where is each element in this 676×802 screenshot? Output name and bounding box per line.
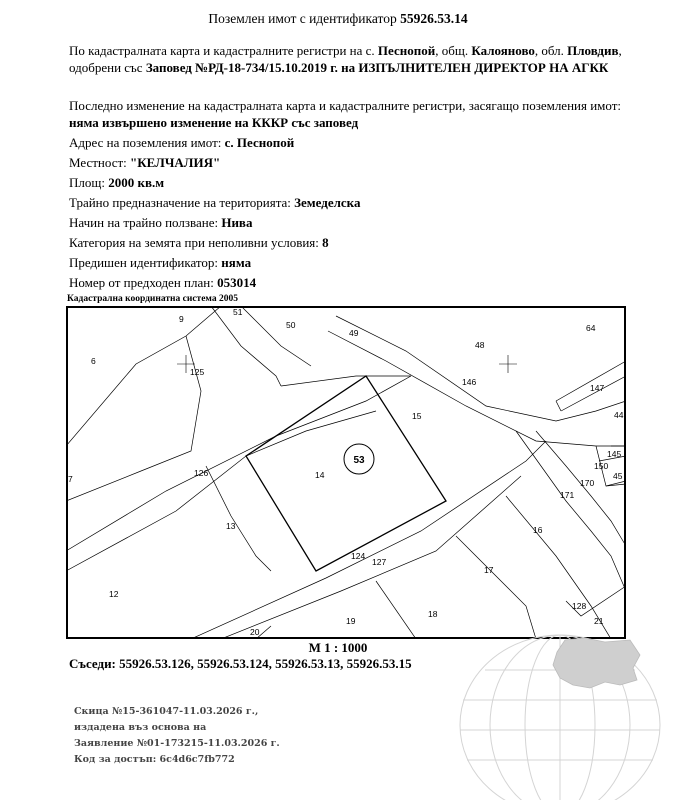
parcel-label-51: 51 bbox=[233, 307, 243, 317]
parcel-label-15: 15 bbox=[412, 411, 422, 421]
parcel-boundaries bbox=[66, 306, 626, 639]
neighbors-row bbox=[69, 656, 412, 672]
usage-row bbox=[69, 214, 252, 231]
locality-label: Местност: bbox=[69, 155, 131, 170]
ref-text-b: , общ. bbox=[435, 43, 472, 58]
parcel-label-126: 126 bbox=[194, 468, 209, 478]
village: Песнопой bbox=[377, 43, 436, 58]
parcel-label-64: 64 bbox=[586, 323, 596, 333]
parcel-label-9: 9 bbox=[179, 314, 184, 324]
prev-plan-label: Номер от предходен план: bbox=[69, 275, 218, 290]
purpose-label: Трайно предназначение на територията: bbox=[69, 195, 295, 210]
map-scale: М 1 : 1000 bbox=[308, 640, 368, 655]
purpose-value: Земеделска bbox=[294, 195, 361, 210]
parcel-label-170: 170 bbox=[580, 478, 595, 488]
cadastral-reference bbox=[69, 42, 629, 76]
prev-plan-row bbox=[69, 274, 256, 291]
parcel-label-146: 146 bbox=[462, 377, 477, 387]
area-row bbox=[69, 174, 164, 191]
area-label: Площ: bbox=[69, 175, 109, 190]
neighbors-value: 55926.53.126, 55926.53.124, 55926.53.13, 55926.53.15 bbox=[119, 656, 412, 671]
parcel-label-20: 20 bbox=[250, 627, 260, 637]
last-change-value: няма извършено изменение на КККР със заповед bbox=[69, 115, 359, 130]
footer-sketch: Скица №15-361047-11.03.2026 г., bbox=[74, 706, 259, 717]
prev-id-label: Предишен идентификатор: bbox=[69, 255, 222, 270]
prev-id-value: няма bbox=[221, 255, 252, 270]
municipality: Калояново bbox=[471, 43, 535, 58]
category-label: Категория на земята при неполивни условия: bbox=[69, 235, 323, 250]
category-value: 8 bbox=[322, 235, 329, 250]
parcel-label-19: 19 bbox=[346, 616, 356, 626]
area-value: 2000 кв.м bbox=[108, 175, 165, 190]
parcel-label-150: 150 bbox=[594, 461, 609, 471]
purpose-row bbox=[69, 194, 360, 211]
footer-access-code bbox=[74, 754, 235, 765]
usage-value: Нива bbox=[221, 215, 253, 230]
parcel-label-49: 49 bbox=[349, 328, 359, 338]
title-prefix: Поземлен имот с идентификатор bbox=[208, 11, 401, 26]
footer-application: Заявление №01-173215-11.03.2026 г. bbox=[74, 738, 280, 749]
parcel-identifier: 55926.53.14 bbox=[400, 11, 468, 26]
parcel-label-45: 45 bbox=[613, 471, 623, 481]
grid-crosses bbox=[177, 355, 517, 373]
parcel-label-125: 125 bbox=[190, 367, 205, 377]
address-row bbox=[69, 134, 294, 151]
parcel-label-16: 16 bbox=[533, 525, 543, 535]
parcel-label-145: 145 bbox=[607, 449, 622, 459]
map-frame bbox=[67, 307, 625, 638]
prev-plan-value: 053014 bbox=[217, 275, 257, 290]
access-code-label: Код за достъп: bbox=[74, 754, 160, 765]
last-change bbox=[69, 97, 629, 131]
parcel-label-147: 147 bbox=[590, 383, 605, 393]
approval-order: Заповед №РД-18-734/15.10.2019 г. на ИЗПЪЛНИТЕЛЕН ДИРЕКТОР НА АГКК bbox=[145, 60, 609, 75]
parcel-label-13: 13 bbox=[226, 521, 236, 531]
last-change-label: Последно изменение на кадастралната карта и кадастралните регистри, засягащо поземления имот: bbox=[69, 98, 622, 113]
parcel-label-18: 18 bbox=[428, 609, 438, 619]
parcel-label-48: 48 bbox=[475, 340, 485, 350]
parcel-label-127: 127 bbox=[372, 557, 387, 567]
locality-value: "КЕЛЧАЛИЯ" bbox=[130, 155, 221, 170]
parcel-label-124: 124 bbox=[351, 551, 366, 561]
document-title bbox=[0, 11, 676, 27]
access-code-value: 6c4d6c7fb772 bbox=[159, 754, 235, 765]
parcel-label-128: 128 bbox=[572, 601, 587, 611]
ref-text-d: , одобрени със bbox=[69, 43, 622, 75]
main-parcel-number: 53 bbox=[353, 455, 365, 466]
parcel-label-6: 6 bbox=[91, 356, 96, 366]
bulgaria-map-icon bbox=[553, 638, 640, 688]
coordinate-system-label: Кадастрална координатна система 2005 bbox=[67, 294, 238, 304]
locality-row bbox=[69, 154, 220, 171]
prev-id-row bbox=[69, 254, 251, 271]
parcel-label-171: 171 bbox=[560, 490, 575, 500]
parcel-label-7: 7 bbox=[68, 474, 73, 484]
region: Пловдив bbox=[567, 43, 619, 58]
cadastral-map bbox=[66, 306, 626, 639]
parcel-label-44: 44 bbox=[614, 410, 624, 420]
parcel-label-21: 21 bbox=[594, 616, 604, 626]
usage-label: Начин на трайно ползване: bbox=[69, 215, 222, 230]
parcel-label-12: 12 bbox=[109, 589, 119, 599]
ref-text-c: , обл. bbox=[534, 43, 568, 58]
neighbors-label: Съседи: bbox=[69, 656, 120, 671]
subject-parcel-boundary bbox=[246, 376, 446, 571]
parcel-label-50: 50 bbox=[286, 320, 296, 330]
parcel-label-17: 17 bbox=[484, 565, 494, 575]
parcel-label-14: 14 bbox=[315, 470, 325, 480]
ref-text-a: По кадастралната карта и кадастралните регистри на с. bbox=[69, 43, 378, 58]
parcel-labels bbox=[68, 307, 624, 637]
category-row bbox=[69, 234, 329, 251]
address-label: Адрес на поземления имот: bbox=[69, 135, 225, 150]
address-value: с. Песнопой bbox=[224, 135, 295, 150]
footer-issued: издадена въз основа на bbox=[74, 722, 207, 733]
agency-seal-watermark bbox=[455, 630, 665, 800]
